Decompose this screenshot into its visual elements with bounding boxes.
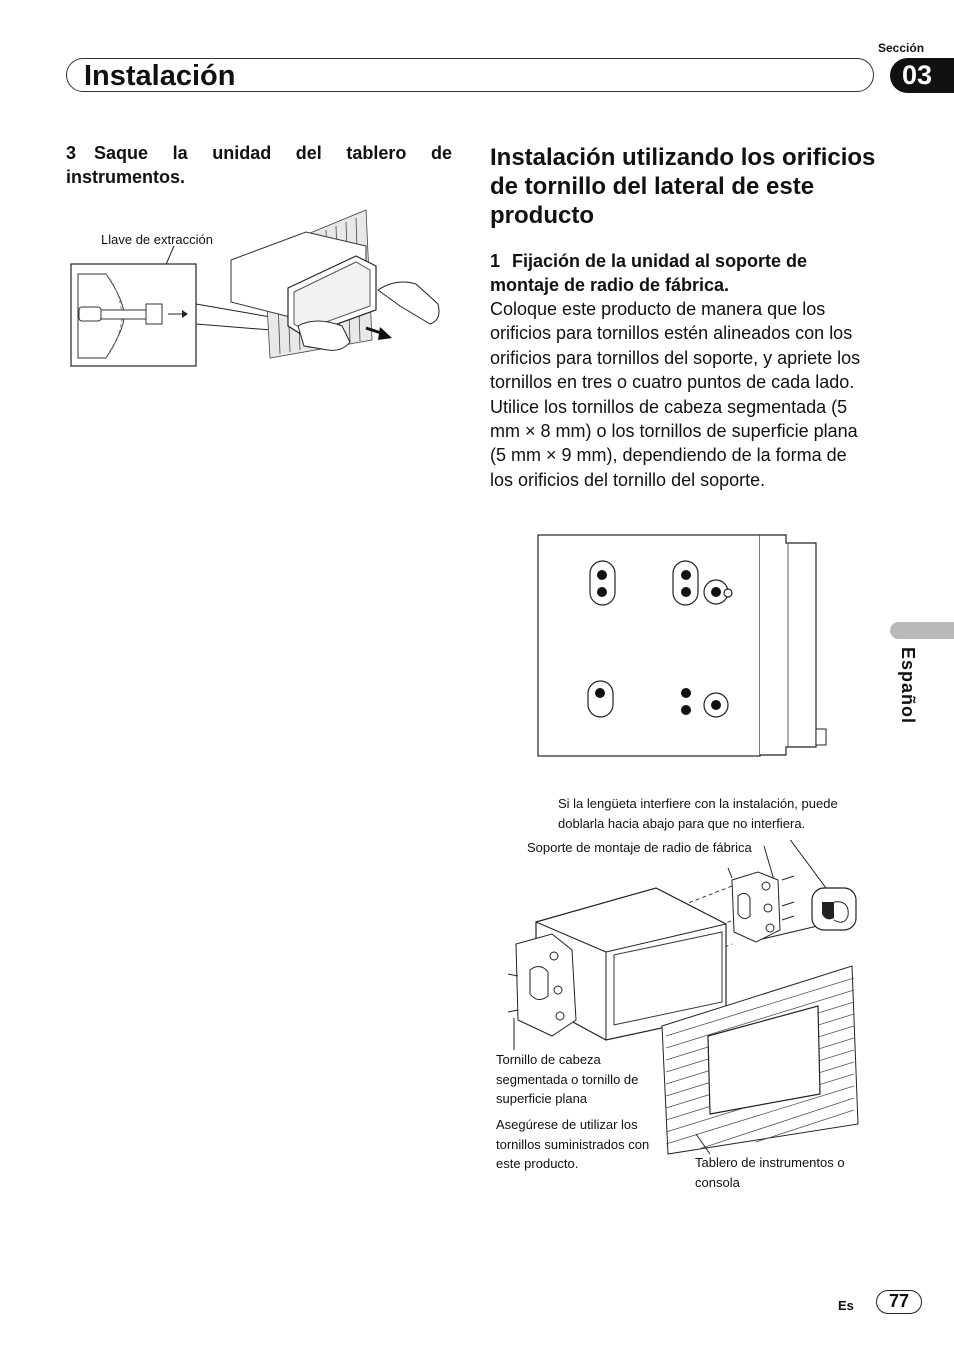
section-number-badge: 03 [890,58,954,93]
figure3-dash-label: Tablero de instrumentos o consola [695,1155,845,1190]
figure3-mounting-illustration [496,840,866,1160]
step-3-text: Saque la unidad del tablero de instrumentos. [66,143,452,187]
step-3-number: 3 [66,143,77,163]
figure2-side-screw-holes [536,533,832,761]
step-3 [66,141,452,189]
figure3-screw-label: Tornillo de cabeza segmentada o tornillo de superficie plana [496,1052,639,1107]
step-1-number: 1 [490,251,501,271]
instructions-paragraph: Coloque este producto de manera que los orificios para tornillos estén alineados con los orificios para tornillos del soporte, y apriete los tornillos en tres o cuatro puntos de cada lado. Utilice los tornillos de cabeza segmentada (5 mm × 8 mm) o los tornillos de superficie plana (5 mm × 9 mm), dependiendo de la forma de los orificios del tornillo del soporte. [490,299,861,490]
page-title: Instalación [84,60,236,92]
page-number: 77 [876,1290,922,1314]
language-tab-marker [890,622,954,639]
figure3-bracket-label: Soporte de montaje de radio de fábrica [527,840,752,855]
section-label: Sección [878,41,925,55]
section-heading: Instalación utilizando los orificios de tornillo del lateral de este producto [490,144,876,229]
figure1-removal-illustration [66,200,456,372]
step-1 [490,249,870,297]
figure1-callout-extraction-key: Llave de extracción [101,232,214,247]
figure3-screw-note: Asegúrese de utilizar los tornillos suministrados con este producto. [496,1117,650,1172]
step-1-text: Fijación de la unidad al soporte de montaje de radio de fábrica. [490,251,808,295]
language-tab-label: Español [898,647,918,725]
figure3-tab-note: Si la lengüeta interfiere con la instalación, puede doblarla hacia abajo para que no interfiera. [558,796,838,831]
footer-language-code: Es [838,1298,854,1313]
